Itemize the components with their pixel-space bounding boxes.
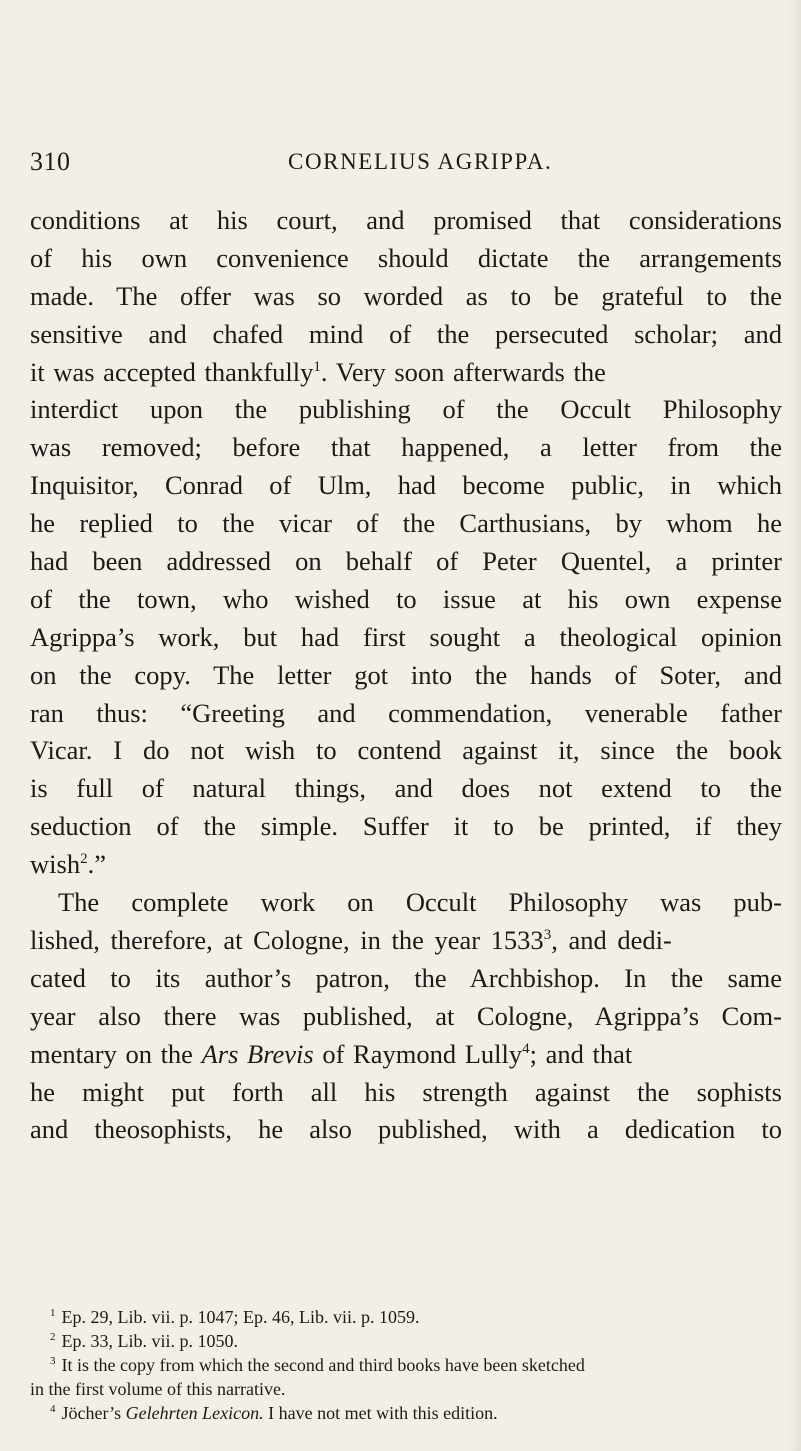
footnote-continuation: in the first volume of this narrative. <box>30 1379 286 1399</box>
footnote-ref: 1 <box>313 358 321 375</box>
footnote-ref: 3 <box>543 926 552 943</box>
footnote <box>30 1305 782 1329</box>
text-segment: ; and that <box>529 1038 633 1069</box>
italic-title: Ars Brevis <box>201 1038 314 1069</box>
page-header <box>30 147 770 181</box>
text-line <box>30 1036 782 1074</box>
text-line: Inquisitor, Conrad of Ulm, had become public, in which <box>30 470 782 501</box>
text-segment: . Very soon afterwards the <box>320 356 606 387</box>
text-line: of the town, who wished to issue at his own expense <box>30 583 782 614</box>
footnote <box>30 1329 782 1353</box>
footnote <box>30 1353 782 1377</box>
text-line: and theosophists, he also published, with a dedication to <box>30 1114 782 1145</box>
text-segment: wish <box>30 849 81 880</box>
footnote-mark: 2 <box>50 1331 56 1343</box>
footnote-text: Ep. 33, Lib. vii. p. 1050. <box>61 1331 238 1351</box>
footnote-ref: 2 <box>80 851 88 868</box>
text-segment: mentary on the <box>30 1038 193 1069</box>
text-segment: of Raymond Lully <box>313 1038 523 1069</box>
text-segment: , and dedi- <box>551 924 672 955</box>
text-segment: lished, therefore, at Cologne, in the year 1533 <box>30 924 544 955</box>
text-line <box>30 354 782 392</box>
text-segment: .” <box>87 849 106 880</box>
text-line <box>30 846 782 884</box>
text-line: Vicar. I do not wish to contend against it, since the book <box>30 735 782 766</box>
text-line: sensitive and chafed mind of the persecuted scholar; and <box>30 318 782 349</box>
footnote-text: Ep. 29, Lib. vii. p. 1047; Ep. 46, Lib. vii. p. 1059. <box>61 1307 420 1327</box>
footnote-mark: 4 <box>50 1403 56 1415</box>
text-line: seduction of the simple. Suffer it to be printed, if they <box>30 811 782 842</box>
footnote-ref: 4 <box>522 1040 530 1057</box>
text-line: had been addressed on behalf of Peter Quentel, a printer <box>30 546 782 577</box>
text-line: year also there was published, at Cologne, Agrippa’s Com- <box>30 1000 782 1031</box>
text-line: interdict upon the publishing of the Occult Philosophy <box>30 394 782 425</box>
text-line: was removed; before that happened, a letter from the <box>30 432 782 463</box>
text-line: conditions at his court, and promised that considerations <box>30 205 782 235</box>
text-line: he replied to the vicar of the Carthusians, by whom he <box>30 508 782 539</box>
main-text <box>30 202 782 1149</box>
text-line: ran thus: “Greeting and commendation, venerable father <box>30 697 782 728</box>
footnote-text: Jöcher’s <box>61 1403 126 1423</box>
page-edge-shadow <box>787 0 801 1451</box>
text-segment: it was accepted thankfully <box>30 356 314 387</box>
footnote-text: I have not met with this edition. <box>263 1403 498 1423</box>
text-line: made. The offer was so worded as to be grateful to the <box>30 280 782 311</box>
footnote <box>30 1401 782 1425</box>
text-line: Agrippa’s work, but had first sought a theological opinion <box>30 621 782 652</box>
footnote-mark: 3 <box>50 1355 56 1367</box>
italic-title: Gelehrten Lexicon. <box>125 1403 264 1423</box>
text-line: The complete work on Occult Philosophy was pub- <box>58 887 782 918</box>
footnote-text: It is the copy from which the second and third books have been sketched <box>61 1355 585 1375</box>
footnote-mark: 1 <box>50 1307 56 1319</box>
text-line: he might put forth all his strength against the sophists <box>30 1076 782 1107</box>
page-number: 310 <box>30 147 71 176</box>
text-line: on the copy. The letter got into the hands of Soter, and <box>30 659 782 690</box>
text-line: is full of natural things, and does not extend to the <box>30 773 782 804</box>
text-line: cated to its author’s patron, the Archbishop. In the same <box>30 962 782 993</box>
text-line: of his own convenience should dictate the arrangements <box>30 242 782 273</box>
running-title: CORNELIUS AGRIPPA. <box>288 149 553 174</box>
footnotes <box>30 1305 782 1425</box>
text-line <box>30 922 782 960</box>
